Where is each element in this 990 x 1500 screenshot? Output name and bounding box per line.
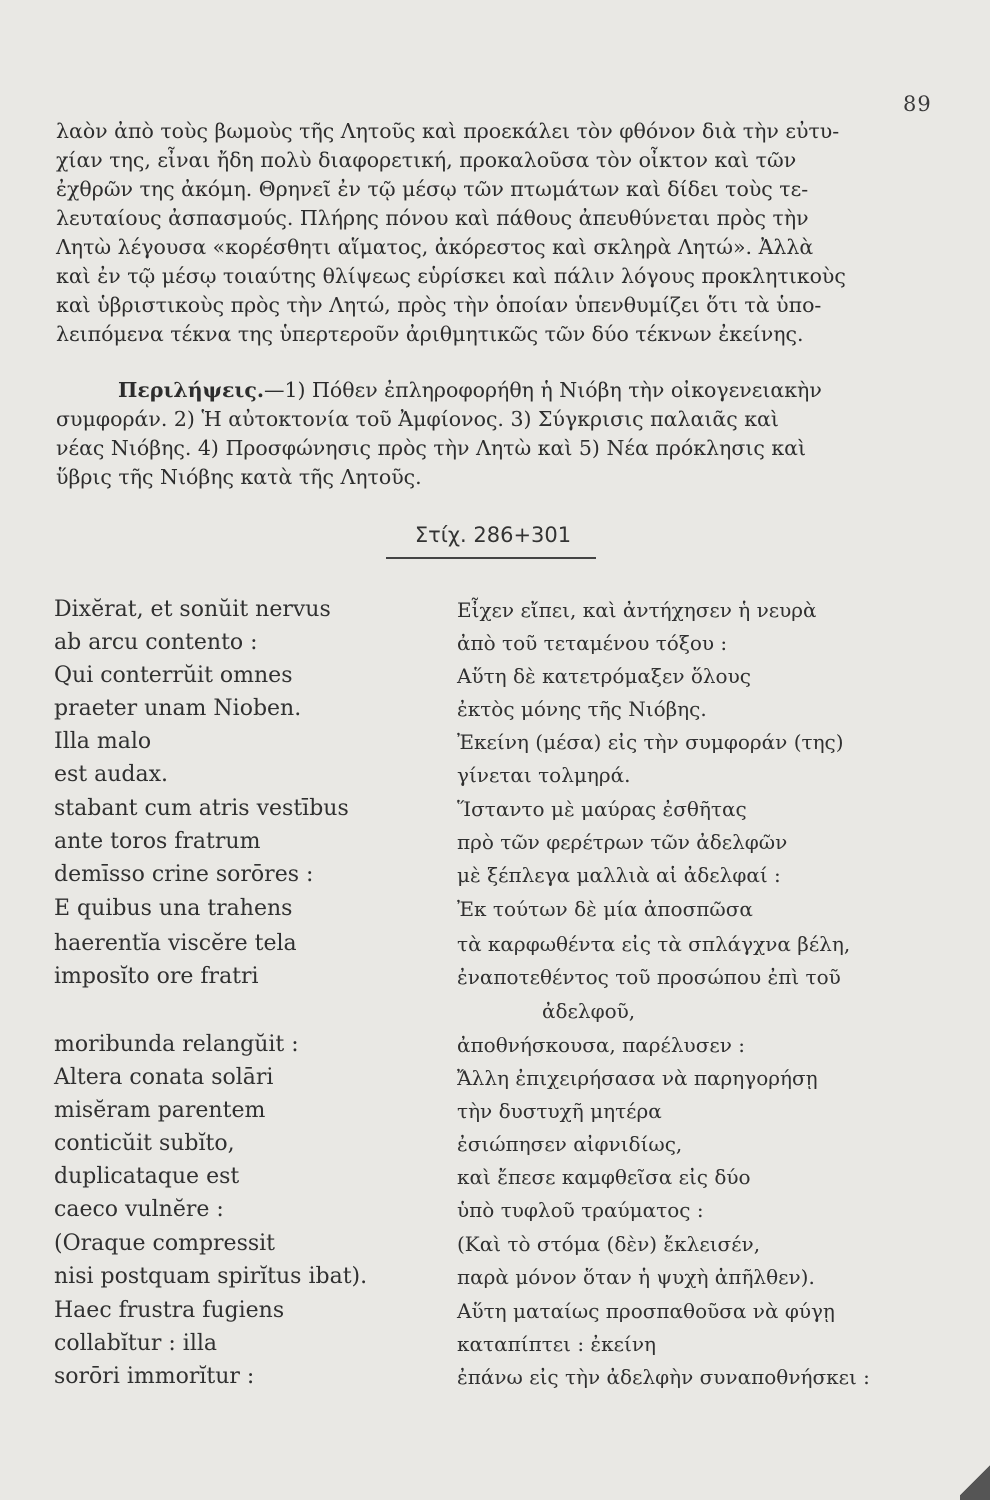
latin-line: moribunda relangŭit : xyxy=(54,1032,299,1057)
latin-line: E quibus una trahens xyxy=(54,896,293,921)
paragraph-line: λευταίους ἀσπασμούς. Πλήρης πόνου καὶ πάθους ἀπευθύνεται πρὸς τὴν xyxy=(56,206,809,230)
latin-line: ab arcu contento : xyxy=(54,630,258,655)
greek-line: πρὸ τῶν φερέτρων τῶν ἀδελφῶν xyxy=(457,830,788,854)
greek-line: καὶ ἔπεσε καμφθεῖσα εἰς δύο xyxy=(457,1165,751,1189)
latin-line: nisi postquam spirĭtus ibat). xyxy=(54,1264,368,1289)
greek-line: ἀδελφοῦ, xyxy=(542,999,636,1023)
latin-line: demīsso crine sorōres : xyxy=(54,862,314,887)
latin-line: Haec frustra fugiens xyxy=(54,1298,285,1323)
latin-line: Dixĕrat, et sonŭit nervus xyxy=(54,597,331,622)
summaries-line: νέας Νιόβης. 4) Προσφώνησις πρὸς τὴν Λητὼ καὶ 5) Νέα πρόκλησις καὶ xyxy=(56,436,807,460)
paragraph-line: καὶ ὑβριστικοὺς πρὸς τὴν Λητώ, πρὸς τὴν ὁποίαν ὑπενθυμίζει ὅτι τὰ ὑπο- xyxy=(56,293,822,317)
greek-line: Αὕτη ματαίως προσπαθοῦσα νὰ φύγῃ xyxy=(457,1299,835,1323)
latin-line: ante toros fratrum xyxy=(54,829,261,854)
verse-heading: Στίχ. 286+301 xyxy=(414,523,572,547)
greek-line: γίνεται τολμηρά. xyxy=(457,763,631,787)
latin-line: est audax. xyxy=(54,762,169,787)
paragraph-line: ἐχθρῶν της ἀκόμη. Θρηνεῖ ἐν τῷ μέσῳ τῶν πτωμάτων καὶ δίδει τοὺς τε- xyxy=(56,177,809,201)
greek-line: ἐναποτεθέντος τοῦ προσώπου ἐπὶ τοῦ xyxy=(457,965,841,989)
greek-line: Ἄλλη ἐπιχειρήσασα νὰ παρηγορήσῃ xyxy=(457,1066,818,1090)
greek-line: τὰ καρφωθέντα εἰς τὰ σπλάγχνα βέλη, xyxy=(457,932,851,956)
latin-line: collabĭtur : illa xyxy=(54,1331,218,1356)
greek-line: Ἐκείνη (μέσα) εἰς τὴν συμφοράν (της) xyxy=(457,730,844,754)
page-corner-shadow xyxy=(960,1460,990,1500)
latin-line: imposĭto ore fratri xyxy=(54,964,259,989)
latin-line: Illa malo xyxy=(54,729,152,754)
greek-line: τὴν δυστυχῆ μητέρα xyxy=(457,1099,662,1123)
greek-line: Ἵσταντο μὲ μαύρας ἐσθῆτας xyxy=(457,797,747,821)
greek-line: ἐπάνω εἰς τὴν ἀδελφὴν συναποθνήσκει : xyxy=(457,1365,870,1389)
greek-line: καταπίπτει : ἐκείνη xyxy=(457,1332,657,1356)
heading-underline xyxy=(386,557,596,559)
latin-line: duplicataque est xyxy=(54,1164,240,1189)
latin-line: haerentĭa viscĕre tela xyxy=(54,931,297,956)
paragraph-line: λειπόμενα τέκνα της ὑπερτεροῦν ἀριθμητικῶς τῶν δύο τέκνων ἐκείνης. xyxy=(56,322,804,346)
greek-line: Ἐκ τούτων δὲ μία ἀποσπῶσα xyxy=(457,897,753,921)
paragraph-line: Λητὼ λέγουσα «κορέσθητι αἵματος, ἀκόρεστος καὶ σκληρὰ Λητώ». Ἀλλὰ xyxy=(56,235,814,259)
latin-line: Altera conata solāri xyxy=(54,1065,274,1090)
greek-line: ἐκτὸς μόνης τῆς Νιόβης. xyxy=(457,697,707,721)
summaries-label: Περιλήψεις. xyxy=(118,378,264,402)
greek-line: Αὕτη δὲ κατετρόμαξεν ὅλους xyxy=(457,664,751,688)
latin-line: Qui conterrŭit omnes xyxy=(54,663,293,688)
paragraph-line: καὶ ἐν τῷ μέσῳ τοιαύτης θλίψεως εὑρίσκει καὶ πάλιν λόγους προκλητικοὺς xyxy=(56,264,846,288)
latin-line: (Oraque compressit xyxy=(54,1231,276,1256)
summaries-text: —1) Πόθεν ἐπληροφορήθη ἡ Νιόβη τὴν οἰκογενειακὴν xyxy=(263,378,822,402)
summaries-line: συμφοράν. 2) Ἡ αὐτοκτονία τοῦ Ἀμφίονος. 3) Σύγκρισις παλαιᾶς καὶ xyxy=(56,407,779,431)
latin-line: praeter unam Nioben. xyxy=(54,696,302,721)
summaries-line xyxy=(118,377,822,403)
greek-line: (Καὶ τὸ στόμα (δὲν) ἔκλεισέν, xyxy=(457,1232,761,1256)
latin-line: stabant cum atris vestībus xyxy=(54,796,349,821)
greek-line: ὑπὸ τυφλοῦ τραύματος : xyxy=(457,1198,704,1222)
greek-line: ἐσιώπησεν αἰφνιδίως, xyxy=(457,1132,683,1156)
latin-line: caeco vulnĕre : xyxy=(54,1197,224,1222)
greek-line: ἀπὸ τοῦ τεταμένου τόξου : xyxy=(457,631,728,655)
greek-line: ἀποθνήσκουσα, παρέλυσεν : xyxy=(457,1033,745,1057)
summaries-line: ὕβρις τῆς Νιόβης κατὰ τῆς Λητοῦς. xyxy=(56,465,422,489)
latin-line: misĕram parentem xyxy=(54,1098,266,1123)
page-number: 89 xyxy=(903,92,932,116)
paragraph-line: λαὸν ἀπὸ τοὺς βωμοὺς τῆς Λητοῦς καὶ προεκάλει τὸν φθόνον διὰ τὴν εὐτυ- xyxy=(56,119,840,143)
latin-line: sorōri immorĭtur : xyxy=(54,1364,255,1389)
paragraph-line: χίαν της, εἶναι ἤδη πολὺ διαφορετική, προκαλοῦσα τὸν οἶκτον καὶ τῶν xyxy=(56,148,797,172)
greek-line: παρὰ μόνον ὅταν ἡ ψυχὴ ἀπῆλθεν). xyxy=(457,1265,815,1289)
greek-line: Εἶχεν εἴπει, καὶ ἀντήχησεν ἡ νευρὰ xyxy=(457,598,817,622)
latin-line: conticŭit subĭto, xyxy=(54,1131,235,1156)
greek-line: μὲ ξέπλεγα μαλλιὰ αἱ ἀδελφαί : xyxy=(457,863,781,887)
